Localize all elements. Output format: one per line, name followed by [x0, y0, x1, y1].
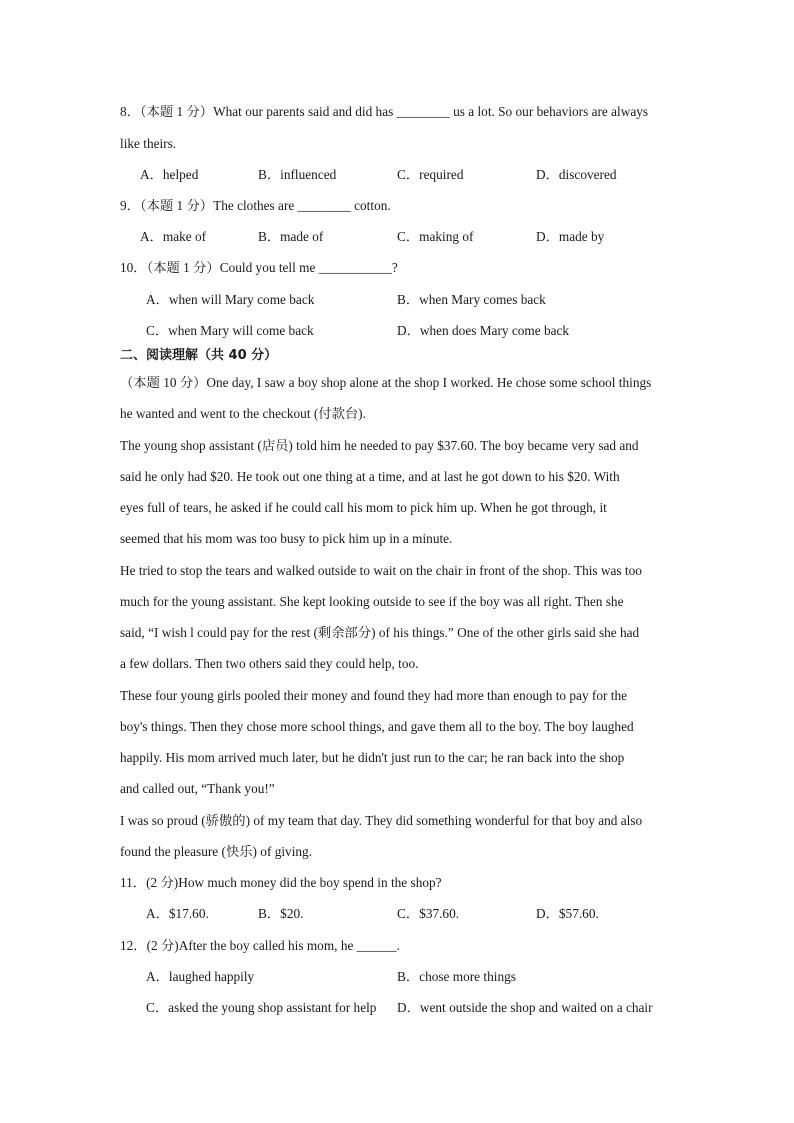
- passage-line: The young shop assistant (店员) told him he needed to pay $37.60. The boy became very sad and: [120, 438, 639, 453]
- passage-line: eyes full of tears, he asked if he could call his mom to pick him up. When he got through, it: [120, 500, 607, 515]
- question-8-stem-line1: 8．（本题 1 分）What our parents said and did has ________ us a lot. So our behaviors are always: [120, 104, 649, 119]
- question-10-option-b: B．when Mary comes back: [397, 292, 546, 307]
- section-2-heading: 二、阅读理解（共 40 分）: [120, 348, 278, 363]
- passage-line: He tried to stop the tears and walked outside to wait on the chair in front of the shop. This was too: [120, 563, 642, 578]
- question-9-option-d: D．made by: [536, 229, 605, 244]
- passage-line: I was so proud (骄傲的) of my team that day. They did something wonderful for that boy and also: [120, 813, 643, 828]
- question-10-option-d: D．when does Mary come back: [397, 323, 570, 338]
- question-11-stem: 11．(2 分)How much money did the boy spend in the shop?: [120, 875, 442, 890]
- question-12-option-b: B．chose more things: [397, 969, 516, 984]
- passage-line: These four young girls pooled their money and found they had more than enough to pay for the: [120, 688, 628, 703]
- passage-line: happily. His mom arrived much later, but he didn't just run to the car; he ran back into the shop: [120, 750, 625, 765]
- question-8-option-a: A．helped: [140, 167, 199, 182]
- passage-line: found the pleasure (快乐) of giving.: [120, 844, 313, 859]
- question-10-option-c: C．when Mary will come back: [146, 323, 314, 338]
- question-9-option-b: B．made of: [258, 229, 324, 244]
- question-12-option-a: A．laughed happily: [146, 969, 255, 984]
- question-11-option-a: A．$17.60.: [146, 906, 209, 921]
- question-11-option-d: D．$57.60.: [536, 906, 599, 921]
- question-12-stem: 12．(2 分)After the boy called his mom, he ______.: [120, 938, 400, 953]
- question-11-option-c: C．$37.60.: [397, 906, 460, 921]
- question-10-stem: 10．（本题 1 分）Could you tell me ___________?: [120, 260, 398, 275]
- question-9-stem: 9．（本题 1 分）The clothes are ________ cotton.: [120, 198, 391, 213]
- passage-line: said he only had $20. He took out one thing at a time, and at last he got down to his $20. With: [120, 469, 620, 484]
- passage-line: a few dollars. Then two others said they could help, too.: [120, 656, 419, 671]
- question-12-option-c: C．asked the young shop assistant for help: [146, 1000, 377, 1015]
- question-8-option-b: B．influenced: [258, 167, 337, 182]
- question-8-option-c: C．required: [397, 167, 464, 182]
- passage-line: and called out, “Thank you!”: [120, 781, 275, 796]
- passage-line: he wanted and went to the checkout (付款台).: [120, 406, 366, 421]
- question-8-stem-line2: like theirs.: [120, 136, 177, 151]
- question-10-option-a: A．when will Mary come back: [146, 292, 315, 307]
- passage-line: seemed that his mom was too busy to pick him up in a minute.: [120, 531, 453, 546]
- passage-line: （本题 10 分）One day, I saw a boy shop alone at the shop I worked. He chose some school things: [120, 375, 652, 390]
- question-11-option-b: B．$20.: [258, 906, 304, 921]
- passage-line: said, “I wish l could pay for the rest (剩余部分) of his things.” One of the other girls said she had: [120, 625, 640, 640]
- passage-line: much for the young assistant. She kept looking outside to see if the boy was all right. Then she: [120, 594, 624, 609]
- question-8-option-d: D．discovered: [536, 167, 617, 182]
- question-9-option-c: C．making of: [397, 229, 474, 244]
- question-9-option-a: A．make of: [140, 229, 207, 244]
- passage-line: boy's things. Then they chose more school things, and gave them all to the boy. The boy laughed: [120, 719, 634, 734]
- question-12-option-d: D．went outside the shop and waited on a chair: [397, 1000, 653, 1015]
